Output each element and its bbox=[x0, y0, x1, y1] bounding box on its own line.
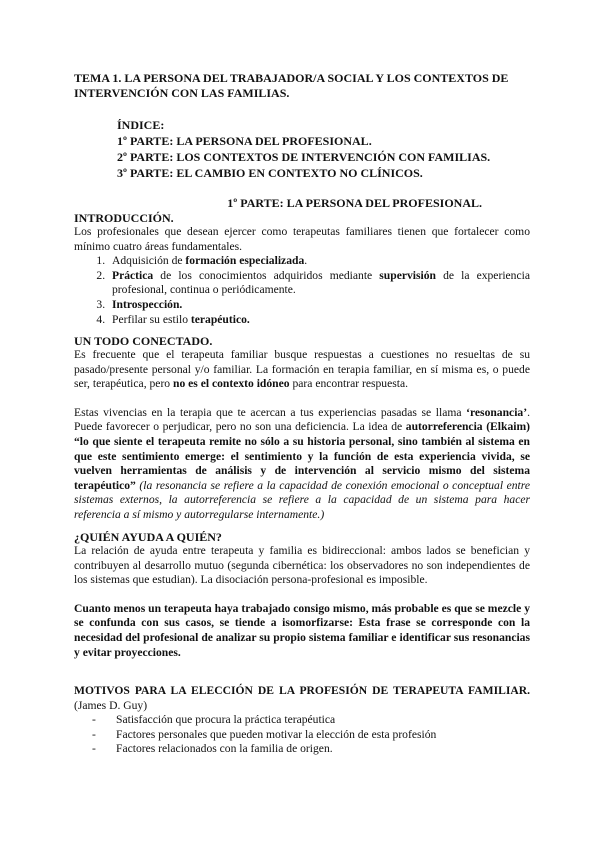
quien-section bbox=[74, 530, 530, 660]
list-item: - Factores relacionados con la familia de origen. bbox=[92, 742, 530, 757]
motivos-heading: MOTIVOS PARA LA ELECCIÓN DE LA PROFESIÓN DE TERAPEUTA FAMILIAR. (James D. Guy) bbox=[74, 684, 530, 712]
index-item-3: 3º PARTE: EL CAMBIO EN CONTEXTO NO CLÍNICOS. bbox=[117, 166, 423, 180]
todo-paragraph-1: Es frecuente que el terapeuta familiar busque respuestas a cuestiones no resueltas de su pasado/presente personal y/o familiar. La formación en terapia familiar, en sí misma es, o puede ser, terapéutica, pero no es el contexto idóneo para encontrar respuesta. bbox=[74, 348, 530, 391]
intro-list bbox=[74, 254, 530, 327]
quien-heading: ¿QUIÉN AYUDA A QUIÉN? bbox=[74, 530, 222, 544]
list-item: - Satisfacción que procura la práctica terapéutica bbox=[92, 713, 530, 728]
index-heading: ÍNDICE: bbox=[117, 118, 165, 132]
quien-paragraph-1: La relación de ayuda entre terapeuta y familia es bidireccional: ambos lados se benefician y contribuyen al desarrollo mutuo (segunda cibernética: los observadores no son independientes de los sistemas que estudian). La disociación persona-profesional es imposible. bbox=[74, 544, 530, 587]
list-item: 4. Perfilar su estilo terapéutico. bbox=[108, 313, 530, 328]
list-item: 1. Adquisición de formación especializada. bbox=[108, 254, 530, 269]
todo-heading: UN TODO CONECTADO. bbox=[74, 334, 213, 348]
list-item: 2. Práctica de los conocimientos adquiridos mediante supervisión de la experiencia profesional, continua o periódicamente. bbox=[108, 269, 530, 298]
part1-heading: 1º PARTE: LA PERSONA DEL PROFESIONAL. bbox=[227, 196, 482, 210]
intro-section bbox=[74, 211, 530, 327]
todo-paragraph-2: Estas vivencias en la terapia que te acercan a tus experiencias pasadas se llama ‘resonancia’. Puede favorecer o perjudicar, pero no son una deficiencia. La idea de autorreferencia (Elkaim) “lo que siente el terapeuta remite no sólo a su historia personal, sino también al sistema en que este sentimiento emerge: el sentimiento y la función de esta experiencia vivida, se vuelven herramientas de análisis y de intervención al servicio mismo del sistema terapéutico” (la resonancia se refiere a la capacidad de conexión emocional o conceptual entre sistemas externos, la autorreferencia se refiere a la capacidad de un sistema para hacer referencia a sí mismo y autorregularse internamente.) bbox=[74, 405, 530, 521]
todo-section bbox=[74, 334, 530, 523]
motivos-list bbox=[74, 713, 530, 757]
list-item: - Factores personales que pueden motivar la elección de esta profesión bbox=[92, 728, 530, 743]
list-item: 3. Introspección. bbox=[108, 298, 530, 313]
intro-text: Los profesionales que desean ejercer como terapeutas familiares tienen que fortalecer como mínimo cuatro áreas fundamentales. bbox=[74, 225, 530, 253]
quien-paragraph-2: Cuanto menos un terapeuta haya trabajado consigo mismo, más probable es que se mezcle y se confunda con sus casos, se tiende a isomorfizarse: Esta frase se corresponde con la necesidad del profesional de analizar su propio sistema familiar e identificar sus resonancias y evitar proyecciones. bbox=[74, 601, 530, 659]
index-section bbox=[117, 117, 490, 181]
document-title: TEMA 1. LA PERSONA DEL TRABAJADOR/A SOCIAL Y LOS CONTEXTOS DE INTERVENCIÓN CON LAS FAMILIAS. bbox=[74, 71, 509, 100]
index-item-1: 1º PARTE: LA PERSONA DEL PROFESIONAL. bbox=[117, 134, 372, 148]
index-item-2: 2º PARTE: LOS CONTEXTOS DE INTERVENCIÓN CON FAMILIAS. bbox=[117, 150, 491, 164]
intro-heading: INTRODUCCIÓN. bbox=[74, 211, 174, 225]
motivos-section bbox=[74, 684, 530, 757]
